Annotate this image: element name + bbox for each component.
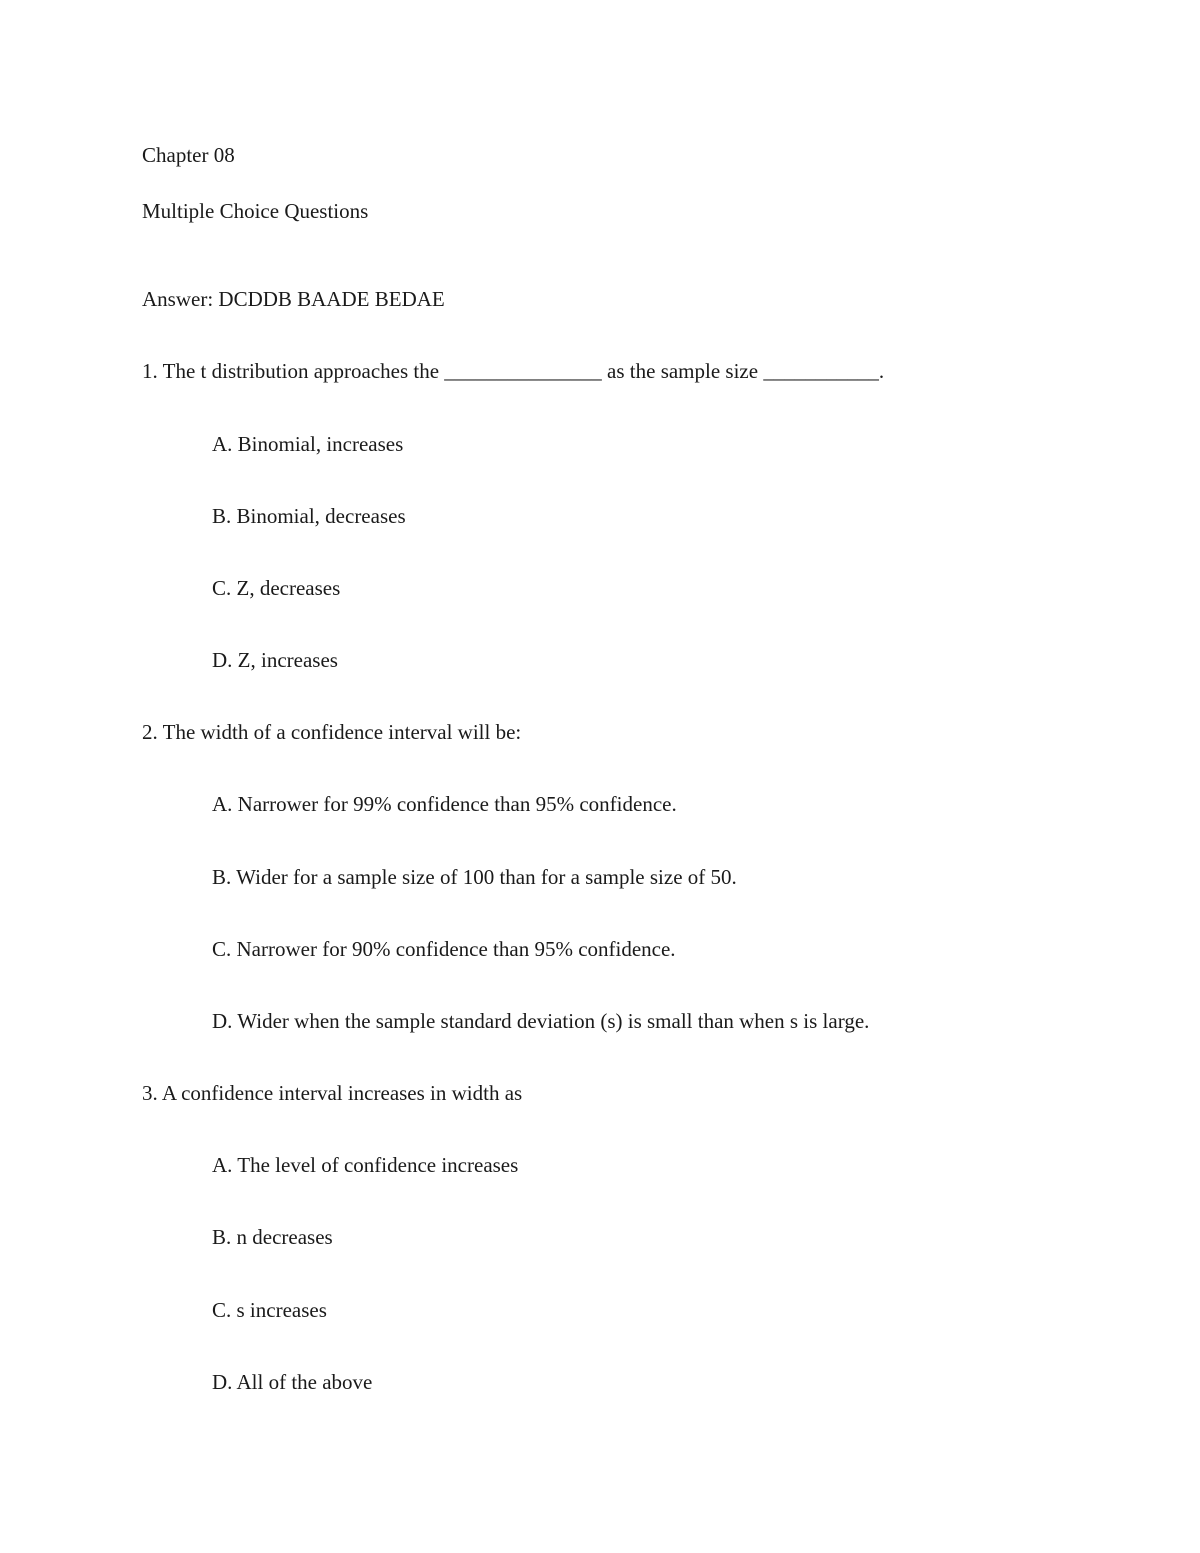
answer-option: D. Wider when the sample standard deviation (s) is small than when s is large. <box>212 1009 870 1033</box>
answer-option: A. The level of confidence increases <box>212 1153 519 1177</box>
question-prompt: 1. The t distribution approaches the _______________ as the sample size ___________. <box>142 359 885 383</box>
answer-option: A. Binomial, increases <box>212 432 404 456</box>
answer-option: C. Z, decreases <box>212 576 341 600</box>
answer-option: B. Wider for a sample size of 100 than for a sample size of 50. <box>212 865 737 889</box>
answer-option: B. n decreases <box>212 1225 333 1249</box>
answer-option: D. Z, increases <box>212 648 338 672</box>
answer-option: C. Narrower for 90% confidence than 95% confidence. <box>212 937 676 961</box>
answer-key: Answer: DCDDB BAADE BEDAE <box>142 287 445 311</box>
chapter-title: Chapter 08 <box>142 143 235 167</box>
question-prompt: 3. A confidence interval increases in width as <box>142 1081 523 1105</box>
answer-option: B. Binomial, decreases <box>212 504 406 528</box>
answer-option: D. All of the above <box>212 1370 373 1394</box>
question-prompt: 2. The width of a confidence interval will be: <box>142 720 522 744</box>
section-title: Multiple Choice Questions <box>142 199 369 223</box>
answer-option: A. Narrower for 99% confidence than 95% confidence. <box>212 792 677 816</box>
answer-option: C. s increases <box>212 1298 327 1322</box>
